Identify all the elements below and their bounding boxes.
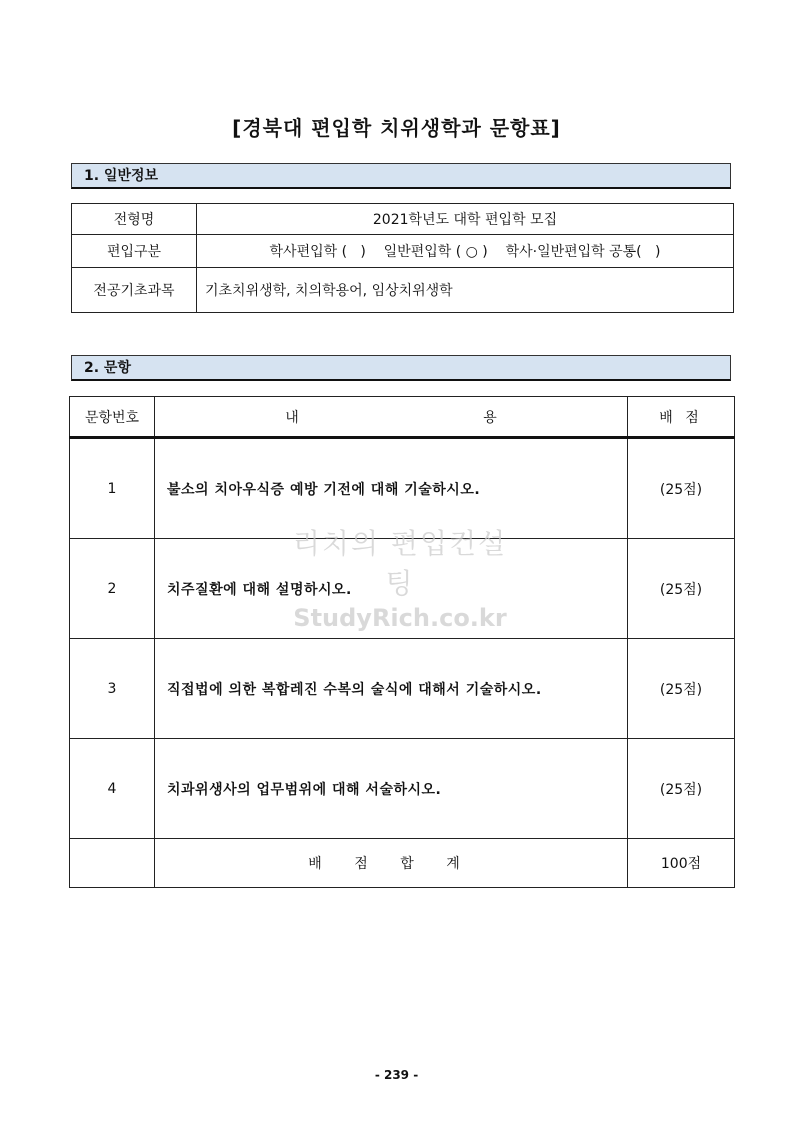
question-text: 직접법에 의한 복합레진 수복의 술식에 대해서 기술하시오. [155,639,628,739]
table-row [70,639,735,739]
info-value: 기초치위생학, 치의학용어, 임상치위생학 [197,268,734,313]
question-number: 4 [70,739,155,839]
total-score: 100점 [628,839,735,888]
total-label: 배 점 합 계 [155,839,628,888]
info-row-subjects [72,268,734,313]
column-header-content: 내 용 [155,397,628,438]
watermark-line1: 리치의 편입컨설팅 [292,527,508,600]
table-row [70,438,735,539]
info-value: 2021학년도 대학 편입학 모집 [197,204,734,235]
question-score: (25점) [628,739,735,839]
column-header-score: 배 점 [628,397,735,438]
table-row [70,539,735,639]
watermark-line2: StudyRich.co.kr [293,604,507,632]
info-value: 학사편입학 ( ) 일반편입학 ( ○ ) 학사·일반편입학 공통( ) [197,235,734,268]
total-row [70,839,735,888]
section-header-questions: 2. 문항 [71,355,731,381]
info-label: 편입구분 [72,235,197,268]
info-row-admission [72,204,734,235]
page-title: [경북대 편입학 치위생학과 문항표] [232,116,561,140]
info-row-transfer-type [72,235,734,268]
column-header-number: 문항번호 [70,397,155,438]
question-score: (25점) [628,438,735,539]
table-row [70,739,735,839]
question-number: 3 [70,639,155,739]
question-text: 불소의 치아우식증 예방 기전에 대해 기술하시오. [155,438,628,539]
questions-table [69,396,735,888]
question-score: (25점) [628,539,735,639]
table-header-row [70,397,735,438]
info-label: 전형명 [72,204,197,235]
general-info-table [71,203,734,313]
info-label: 전공기초과목 [72,268,197,313]
total-empty-cell [70,839,155,888]
question-score: (25점) [628,639,735,739]
page-number: - 239 - [374,1068,419,1082]
question-number: 1 [70,438,155,539]
question-number: 2 [70,539,155,639]
question-text: 치과위생사의 업무범위에 대해 서술하시오. [155,739,628,839]
question-text: 치주질환에 대해 설명하시오. [155,539,628,639]
section-header-general-info: 1. 일반정보 [71,163,731,189]
